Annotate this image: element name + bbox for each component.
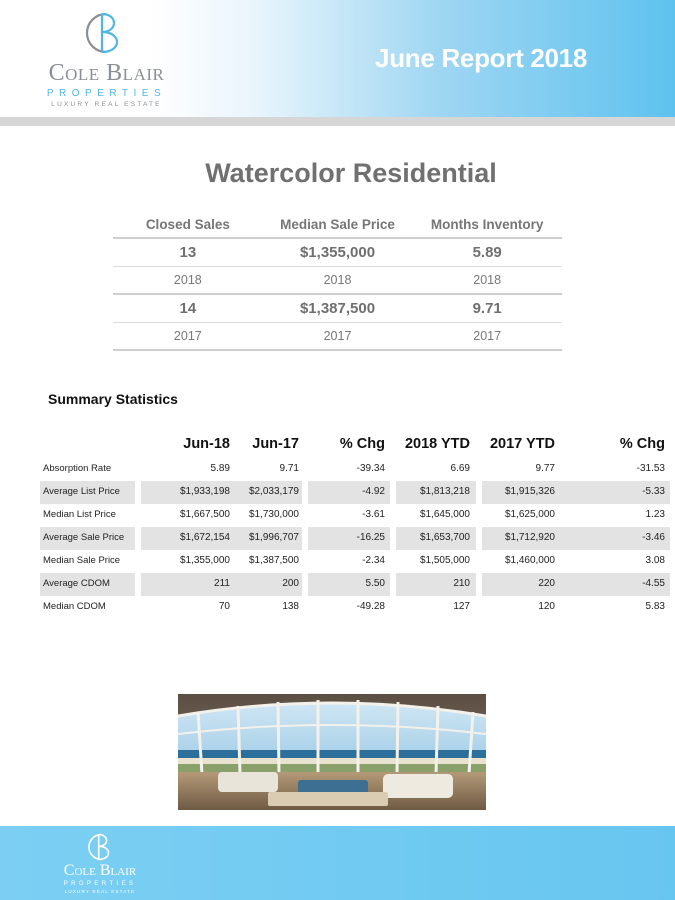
column-header: Jun-18 (183, 436, 230, 452)
table-cell: $1,915,326 (504, 486, 555, 497)
row-shade-gap (476, 527, 482, 550)
table-cell: 70 (218, 601, 230, 612)
footer-logo-name: Cole Blair (63, 862, 137, 879)
table-cell: 5.89 (210, 463, 230, 474)
table-cell: 211 (214, 578, 230, 589)
summary-title: Summary Statistics (48, 391, 178, 407)
row-label: Median CDOM (43, 601, 106, 612)
table-cell: $1,355,000 (179, 555, 230, 566)
table-cell: 120 (538, 601, 555, 612)
metric-year: 2018 (323, 273, 352, 287)
table-cell: 6.69 (450, 463, 470, 474)
metric-year: 2017 (323, 329, 352, 343)
row-shade-gap (135, 573, 141, 596)
column-header: 2017 YTD (489, 436, 555, 452)
table-cell: -2.34 (362, 555, 385, 566)
table-cell: 9.71 (279, 463, 299, 474)
row-shade-gap (135, 527, 141, 550)
table-cell: -49.28 (356, 601, 385, 612)
table-row (40, 550, 670, 573)
stats-header-row (40, 430, 670, 458)
footer-logo-subtitle: PROPERTIES (63, 881, 137, 887)
metric-value: $1,355,000 (299, 244, 376, 261)
row-label: Absorption Rate (43, 463, 112, 474)
table-cell: $1,712,920 (504, 532, 555, 543)
table-cell: 127 (453, 601, 470, 612)
table-row (40, 504, 670, 527)
summary-statistics-table (40, 430, 670, 619)
row-shade-gap (390, 573, 396, 596)
table-row (40, 458, 670, 481)
row-label: Median Sale Price (43, 555, 121, 566)
cb-monogram-icon (84, 10, 124, 56)
logo-tagline: LUXURY REAL ESTATE (51, 101, 162, 108)
footer-logo (50, 832, 150, 896)
table-cell: -39.34 (356, 463, 385, 474)
row-label: Average List Price (43, 486, 120, 497)
metrics-value-row (113, 295, 562, 323)
table-cell: 5.83 (645, 601, 665, 612)
header-divider (0, 117, 675, 126)
metric-value: $1,387,500 (299, 300, 376, 317)
metrics-year-row (113, 323, 562, 351)
page-title: Watercolor Residential (205, 158, 497, 188)
table-row (40, 481, 670, 504)
table-cell: $2,033,179 (248, 486, 299, 497)
table-cell: 138 (282, 601, 299, 612)
row-shade-gap (390, 527, 396, 550)
living-room-image (178, 694, 486, 810)
table-cell: $1,672,154 (179, 532, 230, 543)
table-cell: $1,653,700 (419, 532, 470, 543)
logo-name: Cole Blair (48, 60, 165, 86)
table-row (40, 527, 670, 550)
metric-value: 13 (179, 244, 197, 261)
table-cell: $1,813,218 (419, 486, 470, 497)
metric-year: 2018 (173, 273, 202, 287)
table-cell: 1.23 (645, 509, 665, 520)
metric-value: 5.89 (472, 244, 502, 261)
logo-subtitle: PROPERTIES (46, 88, 167, 99)
table-cell: $1,505,000 (419, 555, 470, 566)
report-title: June Report 2018 (375, 43, 587, 73)
metrics-value-row (113, 239, 562, 267)
table-cell: $1,625,000 (504, 509, 555, 520)
row-shade-gap (390, 481, 396, 504)
table-cell: $1,730,000 (248, 509, 299, 520)
table-cell: -4.92 (362, 486, 385, 497)
table-cell: -3.61 (362, 509, 385, 520)
table-cell: $1,387,500 (248, 555, 299, 566)
table-cell: $1,996,707 (248, 532, 299, 543)
table-cell: 200 (282, 578, 299, 589)
header-banner (0, 0, 675, 117)
key-metrics-table (113, 212, 562, 351)
table-cell: 5.50 (365, 578, 385, 589)
metric-header: Months Inventory (430, 217, 544, 232)
table-row (40, 573, 670, 596)
table-cell: -16.25 (356, 532, 385, 543)
table-cell: 9.77 (535, 463, 555, 474)
column-header: 2018 YTD (404, 436, 470, 452)
table-cell: $1,933,198 (179, 486, 230, 497)
table-cell: $1,645,000 (419, 509, 470, 520)
table-cell: 3.08 (645, 555, 665, 566)
footer-logo-tagline: LUXURY REAL ESTATE (64, 889, 136, 894)
column-header: % Chg (339, 436, 385, 452)
table-cell: -31.53 (636, 463, 665, 474)
table-cell: $1,460,000 (504, 555, 555, 566)
table-cell: -5.33 (642, 486, 665, 497)
footer-banner (0, 826, 675, 900)
table-cell: -4.55 (642, 578, 665, 589)
row-shade-gap (302, 573, 308, 596)
row-label: Average CDOM (43, 578, 110, 589)
table-row (40, 596, 670, 619)
column-header: Jun-17 (252, 436, 299, 452)
row-label: Average Sale Price (43, 532, 125, 543)
metric-year: 2018 (473, 273, 502, 287)
column-header: % Chg (619, 436, 665, 452)
metric-header: Median Sale Price (280, 217, 395, 232)
table-cell: -3.46 (642, 532, 665, 543)
table-cell: 220 (538, 578, 555, 589)
row-shade-gap (302, 481, 308, 504)
table-cell: 210 (453, 578, 470, 589)
metric-year: 2017 (473, 329, 502, 343)
cb-monogram-icon (86, 832, 114, 862)
metrics-header-row (113, 212, 562, 239)
row-shade-gap (302, 527, 308, 550)
table-cell: $1,667,500 (179, 509, 230, 520)
row-shade-gap (476, 481, 482, 504)
metric-header: Closed Sales (145, 217, 230, 232)
stats-body (40, 458, 670, 619)
row-shade-gap (135, 481, 141, 504)
metric-value: 14 (179, 300, 197, 317)
row-shade-gap (476, 573, 482, 596)
row-label: Median List Price (43, 509, 116, 520)
metrics-year-row (113, 267, 562, 295)
metric-value: 9.71 (472, 300, 502, 317)
metric-year: 2017 (173, 329, 202, 343)
interior-ocean-view-photo (178, 694, 486, 810)
cole-blair-logo (34, 10, 179, 110)
